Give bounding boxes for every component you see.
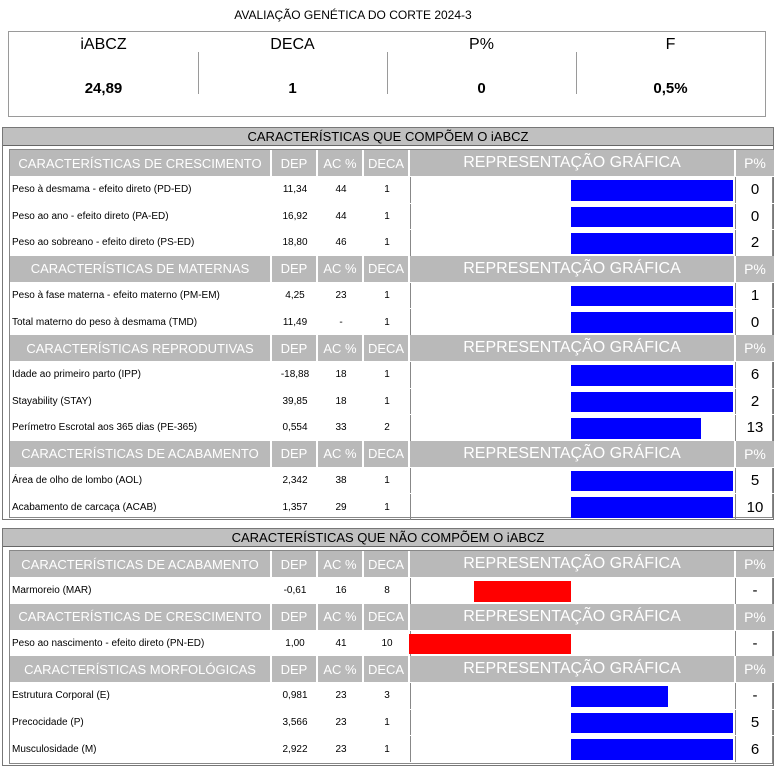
trait-bar: [571, 713, 733, 734]
trait-block: [2, 127, 774, 520]
trait-deca: 1: [384, 717, 390, 729]
trait-bar: [571, 233, 733, 254]
trait-ac: 16: [335, 585, 347, 597]
column-ac: AC %: [318, 150, 364, 176]
trait-name: Peso à fase materna - efeito materno (PM-EM): [12, 290, 220, 302]
column-deca: DECA: [364, 656, 410, 682]
trait-deca: 1: [384, 475, 390, 487]
group-header: [10, 551, 774, 577]
trait-name: Área de olho de lombo (AOL): [12, 475, 143, 487]
trait-ac: 41: [335, 637, 347, 649]
trait-dep: 1,357: [282, 501, 308, 513]
column-representation: REPRESENTAÇÃO GRÁFICA: [410, 551, 736, 577]
trait-ac: 18: [335, 395, 347, 407]
column-dep: DEP: [272, 150, 318, 176]
trait-deca: 1: [384, 369, 390, 381]
column-dep: DEP: [272, 656, 318, 682]
page-title: AVALIAÇÃO GENÉTICA DO CORTE 2024-3: [234, 8, 472, 22]
trait-ac: 29: [335, 501, 347, 513]
bar-cell: [410, 230, 736, 256]
summary-iabcz: [9, 32, 198, 116]
summary-deca: [198, 32, 387, 116]
trait-name: Peso ao ano - efeito direto (PA-ED): [12, 210, 169, 222]
column-representation: REPRESENTAÇÃO GRÁFICA: [410, 335, 736, 361]
trait-bar: [571, 286, 733, 307]
trait-bar: [571, 418, 701, 439]
group-name: CARACTERÍSTICAS DE MATERNAS: [10, 256, 272, 282]
column-dep: DEP: [272, 335, 318, 361]
column-representation: REPRESENTAÇÃO GRÁFICA: [410, 656, 736, 682]
column-dep: DEP: [272, 441, 318, 467]
column-ac: AC %: [318, 551, 364, 577]
bar-cell: [410, 309, 736, 335]
trait-dep: 0,981: [282, 690, 308, 702]
trait-deca: 1: [384, 743, 390, 755]
trait-bar: [571, 312, 733, 333]
trait-dep: 3,566: [282, 717, 308, 729]
trait-deca: 1: [384, 316, 390, 328]
column-ac: AC %: [318, 256, 364, 282]
group-header: [10, 335, 774, 361]
table-row: [10, 176, 774, 203]
trait-p-percent: 1: [750, 287, 760, 305]
summary-value: 0,5%: [653, 80, 688, 97]
column-p-percent: P%: [736, 335, 774, 361]
trait-ac: 23: [335, 743, 347, 755]
trait-bar: [571, 686, 668, 707]
group-name: CARACTERÍSTICAS DE CRESCIMENTO: [10, 150, 272, 176]
trait-bar: [571, 739, 733, 760]
bar-cell: [410, 578, 736, 604]
bar-cell: [410, 631, 736, 657]
trait-name: Idade ao primeiro parto (IPP): [12, 369, 141, 381]
column-p-percent: P%: [736, 656, 774, 682]
trait-ac: 18: [335, 369, 347, 381]
column-p-percent: P%: [736, 256, 774, 282]
column-deca: DECA: [364, 551, 410, 577]
bar-cell: [410, 468, 736, 494]
trait-p-percent: -: [752, 582, 758, 600]
column-dep: DEP: [272, 551, 318, 577]
trait-ac: 44: [335, 210, 347, 222]
trait-p-percent: 2: [750, 234, 760, 252]
column-p-percent: P%: [736, 604, 774, 630]
summary-value: 1: [288, 80, 297, 97]
bar-cell: [410, 283, 736, 309]
group-header: [10, 150, 774, 176]
trait-bar: [571, 471, 733, 492]
group-name: CARACTERÍSTICAS DE ACABAMENTO: [10, 551, 272, 577]
trait-bar: [571, 180, 733, 201]
trait-p-percent: 0: [750, 313, 760, 331]
trait-dep: 2,342: [282, 475, 308, 487]
column-dep: DEP: [272, 256, 318, 282]
trait-deca: 1: [384, 237, 390, 249]
trait-dep: 2,922: [282, 743, 308, 755]
summary-box: [8, 31, 766, 117]
column-deca: DECA: [364, 441, 410, 467]
group-name: CARACTERÍSTICAS DE CRESCIMENTO: [10, 604, 272, 630]
trait-ac: -: [339, 316, 343, 328]
trait-ac: 23: [335, 717, 347, 729]
column-ac: AC %: [318, 656, 364, 682]
table-row: [10, 203, 774, 230]
block-title: CARACTERÍSTICAS QUE NÃO COMPÕEM O iABCZ: [3, 529, 773, 547]
trait-name: Peso à desmama - efeito direto (PD-ED): [12, 184, 192, 196]
trait-table: [9, 149, 773, 518]
trait-p-percent: 0: [750, 207, 760, 225]
table-row: [10, 308, 774, 335]
summary-label: F: [665, 36, 676, 53]
bar-cell: [410, 177, 736, 203]
trait-deca: 1: [384, 395, 390, 407]
trait-bar: [474, 581, 571, 602]
group-name: CARACTERÍSTICAS DE ACABAMENTO: [10, 441, 272, 467]
trait-deca: 1: [384, 210, 390, 222]
group-name: CARACTERÍSTICAS REPRODUTIVAS: [10, 335, 272, 361]
group-header: [10, 256, 774, 282]
column-ac: AC %: [318, 441, 364, 467]
trait-deca: 2: [384, 422, 390, 434]
trait-bar: [571, 207, 733, 228]
column-ac: AC %: [318, 604, 364, 630]
trait-deca: 3: [384, 690, 390, 702]
trait-name: Musculosidade (M): [12, 743, 97, 755]
column-representation: REPRESENTAÇÃO GRÁFICA: [410, 604, 736, 630]
trait-dep: -18,88: [280, 369, 310, 381]
table-row: [10, 229, 774, 256]
column-ac: AC %: [318, 335, 364, 361]
group-header: [10, 656, 774, 682]
trait-p-percent: 5: [750, 472, 760, 490]
trait-ac: 23: [335, 690, 347, 702]
trait-bar: [571, 365, 733, 386]
trait-bar: [409, 634, 571, 655]
summary-label: DECA: [270, 36, 315, 53]
block-title: CARACTERÍSTICAS QUE COMPÕEM O iABCZ: [3, 128, 773, 146]
table-row: [10, 577, 774, 604]
bar-cell: [410, 494, 736, 520]
trait-block: [2, 528, 774, 766]
trait-p-percent: -: [752, 634, 758, 652]
trait-deca: 10: [381, 637, 393, 649]
trait-dep: 11,34: [282, 184, 308, 196]
column-deca: DECA: [364, 604, 410, 630]
summary-label: iABCZ: [80, 36, 127, 53]
column-dep: DEP: [272, 604, 318, 630]
summary-label: P%: [469, 36, 494, 53]
bar-cell: [410, 736, 736, 762]
trait-deca: 1: [384, 290, 390, 302]
bar-cell: [410, 362, 736, 388]
trait-ac: 44: [335, 184, 347, 196]
column-representation: REPRESENTAÇÃO GRÁFICA: [410, 150, 736, 176]
trait-dep: 11,49: [282, 316, 308, 328]
trait-dep: 18,80: [282, 237, 308, 249]
trait-ac: 33: [335, 422, 347, 434]
trait-name: Precocidade (P): [12, 717, 84, 729]
column-deca: DECA: [364, 150, 410, 176]
table-row: [10, 493, 774, 520]
trait-bar: [571, 497, 733, 518]
trait-p-percent: 10: [746, 498, 764, 516]
bar-cell: [410, 683, 736, 709]
summary-p-percent: [387, 32, 576, 116]
trait-ac: 38: [335, 475, 347, 487]
bar-cell: [410, 415, 736, 441]
bar-cell: [410, 204, 736, 230]
trait-name: Marmoreio (MAR): [12, 585, 92, 597]
trait-deca: 1: [384, 184, 390, 196]
trait-dep: 1,00: [285, 637, 305, 649]
trait-p-percent: 0: [750, 181, 760, 199]
trait-ac: 46: [335, 237, 347, 249]
table-row: [10, 735, 774, 762]
table-row: [10, 388, 774, 415]
summary-value: 0: [477, 80, 486, 97]
table-row: [10, 630, 774, 657]
trait-bar: [571, 392, 733, 413]
trait-p-percent: 2: [750, 392, 760, 410]
trait-dep: 0,554: [282, 422, 308, 434]
trait-table: [9, 550, 773, 764]
group-header: [10, 604, 774, 630]
trait-dep: -0,61: [283, 585, 307, 597]
trait-name: Perímetro Escrotal aos 365 dias (PE-365): [12, 422, 198, 434]
column-deca: DECA: [364, 256, 410, 282]
table-row: [10, 282, 774, 309]
trait-deca: 8: [384, 585, 390, 597]
trait-name: Peso ao nascimento - efeito direto (PN-ED): [12, 637, 205, 649]
trait-dep: 39,85: [282, 395, 308, 407]
column-p-percent: P%: [736, 150, 774, 176]
bar-cell: [410, 710, 736, 736]
trait-deca: 1: [384, 501, 390, 513]
trait-name: Estrutura Corporal (E): [12, 690, 110, 702]
trait-p-percent: 6: [750, 366, 760, 384]
trait-name: Stayability (STAY): [12, 395, 92, 407]
summary-f: [576, 32, 765, 116]
trait-name: Peso ao sobreano - efeito direto (PS-ED): [12, 237, 195, 249]
trait-p-percent: 6: [750, 740, 760, 758]
trait-p-percent: 13: [746, 419, 764, 437]
trait-dep: 16,92: [282, 210, 308, 222]
summary-value: 24,89: [84, 80, 123, 97]
column-deca: DECA: [364, 335, 410, 361]
column-representation: REPRESENTAÇÃO GRÁFICA: [410, 441, 736, 467]
group-name: CARACTERÍSTICAS MORFOLÓGICAS: [10, 656, 272, 682]
table-row: [10, 414, 774, 441]
trait-name: Total materno do peso à desmama (TMD): [12, 316, 198, 328]
trait-ac: 23: [335, 290, 347, 302]
trait-name: Acabamento de carcaça (ACAB): [12, 501, 157, 513]
group-header: [10, 441, 774, 467]
trait-p-percent: 5: [750, 714, 760, 732]
column-representation: REPRESENTAÇÃO GRÁFICA: [410, 256, 736, 282]
table-row: [10, 361, 774, 388]
table-row: [10, 709, 774, 736]
column-p-percent: P%: [736, 441, 774, 467]
trait-dep: 4,25: [285, 290, 305, 302]
bar-cell: [410, 389, 736, 415]
table-row: [10, 467, 774, 494]
column-p-percent: P%: [736, 551, 774, 577]
table-row: [10, 682, 774, 709]
trait-p-percent: -: [752, 687, 758, 705]
